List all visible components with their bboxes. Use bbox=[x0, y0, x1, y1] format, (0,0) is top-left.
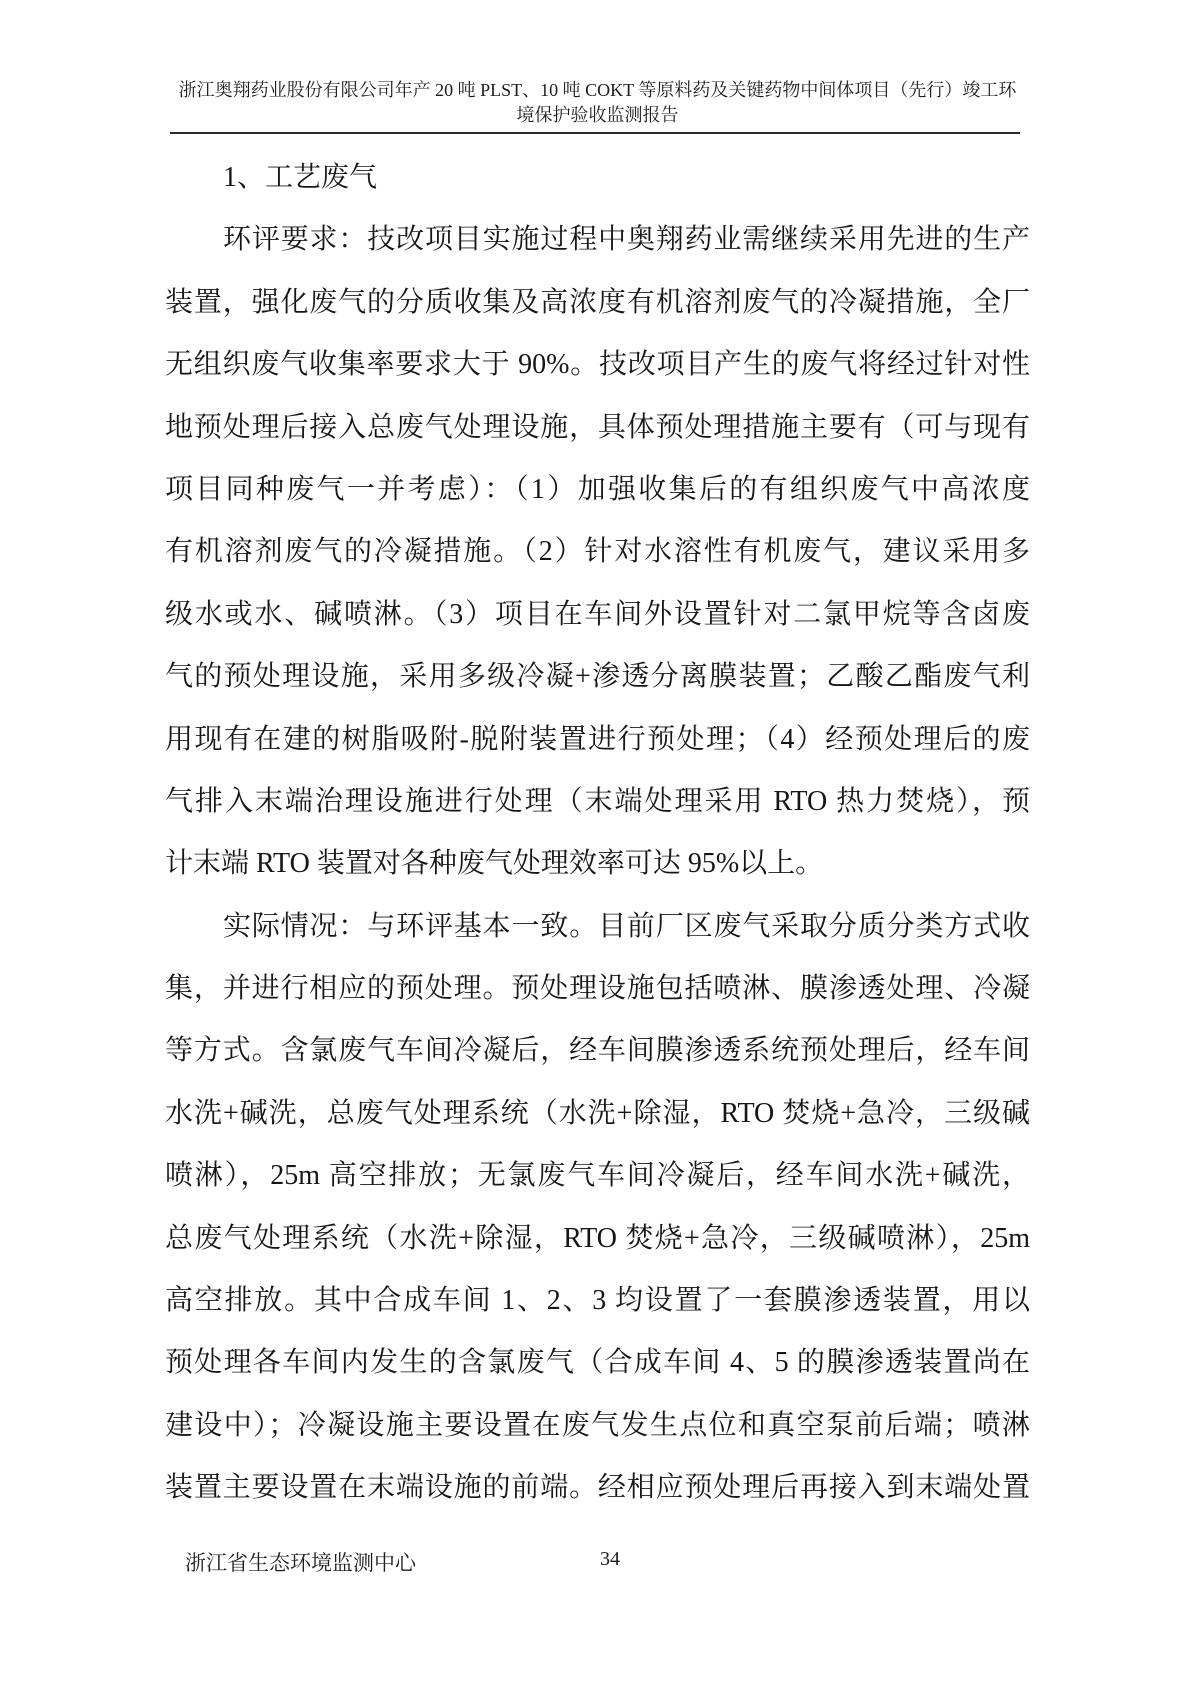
body-line: 气排入末端治理设施进行处理（末端处理采用 RTO 热力焚烧），预 bbox=[165, 785, 1030, 817]
body-line: 级水或水、碱喷淋。（3）项目在车间外设置针对二氯甲烷等含卤废 bbox=[165, 598, 1030, 630]
footer-organization: 浙江省生态环境监测中心 bbox=[185, 1551, 416, 1575]
page-header bbox=[165, 78, 1030, 128]
document-body bbox=[165, 147, 1030, 1520]
body-line: 装置，强化废气的分质收集及高浓度有机溶剂废气的冷凝措施，全厂 bbox=[165, 286, 1030, 318]
body-line: 无组织废气收集率要求大于 90%。技改项目产生的废气将经过针对性 bbox=[165, 349, 1030, 381]
body-line: 地预处理后接入总废气处理设施，具体预处理措施主要有（可与现有 bbox=[165, 411, 1030, 443]
body-line: 预处理各车间内发生的含氯废气（合成车间 4、5 的膜渗透装置尚在 bbox=[165, 1347, 1030, 1379]
body-line: 喷淋），25m 高空排放；无氯废气车间冷凝后，经车间水洗+碱洗， bbox=[165, 1160, 1030, 1192]
body-line: 有机溶剂废气的冷凝措施。（2）针对水溶性有机废气，建议采用多 bbox=[165, 536, 1030, 568]
body-line: 总废气处理系统（水洗+除湿，RTO 焚烧+急冷，三级碱喷淋），25m bbox=[165, 1222, 1030, 1254]
body-line: 集，并进行相应的预处理。预处理设施包括喷淋、膜渗透处理、冷凝 bbox=[165, 973, 1030, 1005]
body-line: 用现有在建的树脂吸附-脱附装置进行预处理；（4）经预处理后的废 bbox=[165, 723, 1030, 755]
header-divider bbox=[170, 132, 1020, 134]
body-line: 环评要求：技改项目实施过程中奥翔药业需继续采用先进的生产 bbox=[223, 224, 1030, 256]
body-line: 水洗+碱洗，总废气处理系统（水洗+除湿，RTO 焚烧+急冷，三级碱 bbox=[165, 1097, 1030, 1129]
body-line: 等方式。含氯废气车间冷凝后，经车间膜渗透系统预处理后，经车间 bbox=[165, 1035, 1030, 1067]
body-line: 建设中）；冷凝设施主要设置在废气发生点位和真空泵前后端；喷淋 bbox=[165, 1409, 1030, 1441]
body-line: 实际情况：与环评基本一致。目前厂区废气采取分质分类方式收 bbox=[223, 910, 1030, 942]
body-line: 装置主要设置在末端设施的前端。经相应预处理后再接入到末端处置 bbox=[165, 1472, 1030, 1504]
body-line: 计末端 RTO 装置对各种废气处理效率可达 95%以上。 bbox=[165, 848, 824, 880]
section-heading: 1、工艺废气 bbox=[223, 162, 378, 193]
page-footer bbox=[0, 1547, 1190, 1577]
body-line: 高空排放。其中合成车间 1、2、3 均设置了一套膜渗透装置，用以 bbox=[165, 1285, 1030, 1317]
page-number: 34 bbox=[600, 1548, 620, 1570]
header-title-line-2: 境保护验收监测报告 bbox=[516, 105, 679, 125]
body-line: 项目同种废气一并考虑）：（1）加强收集后的有组织废气中高浓度 bbox=[165, 473, 1030, 505]
body-line: 气的预处理设施，采用多级冷凝+渗透分离膜装置；乙酸乙酯废气利 bbox=[165, 661, 1030, 693]
header-title-line-1: 浙江奥翔药业股份有限公司年产 20 吨 PLST、10 吨 COKT 等原料药及关键药物中间体项目（先行）竣工环 bbox=[178, 80, 1017, 100]
